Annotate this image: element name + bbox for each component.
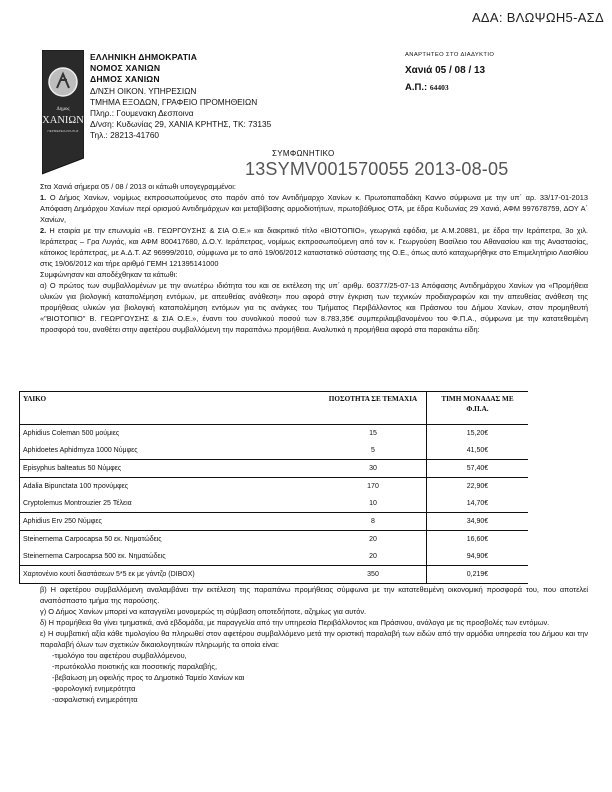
issuer-line: Τηλ.: 28213-41760 [90, 130, 160, 141]
clause-d: δ) Η προμήθεια θα γίνει τμηματικά, ανά εβδομάδα, με παραγγελία από την υπηρεσία Περιβάλλοντος και Πράσινου, ανάλογα με τις προσβολές των εντόμων. [40, 618, 550, 627]
party-1-number: 1. [40, 193, 47, 202]
item-qty: 8 [320, 513, 427, 531]
clause-c: γ) Ο Δήμος Χανίων μπορεί να καταγγείλει μονομερώς τη σύμβαση οποτεδήποτε, αζημίως για αυτόν. [40, 607, 367, 616]
header-item: ΥΛΙΚΟ [20, 392, 321, 425]
protocol-label: Α.Π.: [405, 82, 430, 93]
item-qty: 20 [320, 531, 427, 549]
clause-b: β) Η αφετέρου συμβαλλόμενη αναλαμβάνει την εκτέλεση της παραπάνω προμήθειας σύμφωνα με την κατατεθειμένη οικονομική προσφορά του, που αποτελεί αναπόσπαστο τμήμα της παρούσης. [40, 585, 588, 605]
item-price: 57,40€ [427, 460, 529, 478]
item-price: 22,90€ [427, 478, 529, 496]
item-qty: 5 [320, 442, 427, 460]
contract-body [40, 181, 588, 335]
item-name: Adalia Bipunctata 100 προνύμφες [20, 478, 321, 496]
table-row [20, 442, 529, 460]
item-price: 94,90€ [466, 553, 489, 560]
required-document: -πρωτόκολλο ποιοτικής και ποσοτικής παραλαβής, [52, 662, 218, 671]
issuer-line: ΕΛΛΗΝΙΚΗ ΔΗΜΟΚΡΑΤΙΑ [90, 52, 198, 62]
contract-terms [40, 584, 588, 705]
protocol-number [405, 82, 494, 93]
issuer-line: Δ/ΝΣΗ ΟΙΚΟΝ. ΥΠΗΡΕΣΙΩΝ [90, 85, 197, 96]
item-qty: 15 [320, 425, 427, 443]
item-price: 34,90€ [427, 513, 529, 531]
item-name: Steinernema Carpocapsa 500 εκ. Νηματώδεις [20, 548, 321, 566]
item-qty: 170 [320, 478, 427, 496]
item-name: Cryptolemus Montrouzier 25 Τέλεια [20, 495, 321, 513]
table-row [20, 531, 529, 549]
document-meta [405, 52, 494, 93]
item-price: 15,20€ [427, 425, 529, 443]
item-qty: 20 [320, 548, 427, 566]
logo-sub: ΠΕΡΙΦΕΡΕΙΑ ΚΡΗΤΗΣ [47, 129, 79, 133]
item-price: 16,60€ [427, 531, 529, 549]
issuer-line: ΤΜΗΜΑ ΕΞΟΔΩΝ, ΓΡΑΦΕΙΟ ΠΡΟΜΗΘΕΙΩΝ [90, 96, 258, 107]
registry-stamp: 13SYMV001570055 2013-08-05 [245, 159, 509, 179]
logo-name: ΧΑΝΙΩΝ [42, 115, 84, 126]
table-row [20, 425, 529, 443]
issuer-line: Δ/νση: Κυδωνίας 29, ΧΑΝΙΑ ΚΡΗΤΗΣ, ΤΚ: 73135 [90, 119, 272, 130]
table-row [20, 478, 529, 496]
issuer-line: Πληρ.: Γουμενακη Δεσποινα [90, 108, 194, 119]
ada-code: ΑΔΑ: ΒΛΩΨΩΗ5-ΑΣΔ [471, 10, 604, 25]
issuer-block [90, 52, 271, 142]
item-name: Episyphus balteatus 50 Νύμφες [20, 460, 321, 478]
item-name: Aphidoetes Aphidmyza 1000 Νύμφες [20, 442, 321, 460]
issuer-line: ΝΟΜΟΣ ΧΑΝΙΩΝ [90, 63, 161, 74]
table-row [20, 548, 529, 566]
party-2-text: Η εταιρία με την επωνυμία «Β. ΓΕΩΡΓΟΥΣΗΣ & ΣΙΑ Ο.Ε.» και διακριτικό τίτλο «ΒΙΟΤΟΠΙΟ», γεωργικά εφόδια, με Α.Μ.20881, με έδρα την Ιεράπετρα, 3ο χιλ. Ιεράπετρας – Γρα Λυγιάς, και ΑΦΜ 800417680, Δ.Ο.Υ. Ιεράπετρας, νομίμως εκπροσωπούμενη από τον κ. Γεωργούση Βασίλειο του Αθανασίου και της Αναστασίας, κάτοικος Ιεράπετρας, με Α.Δ.Τ. ΑΖ 96999/2010, σύμφωνα με το από 19/06/2012 καταστατικό σύστασης της Ο.Ε., όπως αυτό καταχωρήθηκε στο Επιμελητήριο Λασιθίου στις 19/06/2012 και τήρε αριθμό ΓΕΜΗ 121395141000 [40, 226, 588, 268]
document-date: Χανιά 05 / 08 / 13 [405, 65, 486, 76]
item-qty: 30 [320, 460, 427, 478]
logo-top-text: Δημος [56, 107, 70, 112]
item-name: Steinernema Carpocapsa 50 εκ. Νηματώδεις [20, 531, 321, 549]
header-quantity: ΠΟΣΟΤΗΤΑ ΣΕ ΤΕΜΑΧΙΑ [320, 392, 427, 425]
posting-note: ΑΝΑΡΤΗΤΕΟ ΣΤΟ ΔΙΑΔΥΚΤΙΟ [405, 52, 495, 58]
item-price: 0,219€ [427, 566, 529, 584]
intro: Στα Χανιά σήμερα 05 / 08 / 2013 οι κάτωθι υπογεγραμμένοι: [40, 182, 236, 191]
item-name: Aphidius Erv 250 Νύμφες [20, 513, 321, 531]
table-row [20, 513, 529, 531]
clause-e: ε) Η συμβατική αξία κάθε τιμολογίου θα πληρωθεί στον αφετέρου συμβαλλόμενο μετά την οριστική παραλαβή των ειδών από την αρμόδια υπηρεσία του Δήμου και την παραλαβή όλων των σχετικών δικαιολογητικών πληρωμής τα οποία είναι: [40, 629, 588, 649]
item-qty: 10 [320, 495, 427, 513]
required-document: -βεβαίωση μη οφειλής προς το Δημοτικό Ταμείο Χανίων και [52, 673, 245, 682]
item-price: 41,50€ [466, 447, 489, 454]
required-document: -φορολογική ενημερότητα [52, 684, 136, 693]
table-row [20, 460, 529, 478]
table-row [20, 566, 529, 584]
party-1-text: Ο Δήμος Χανίων, νομίμως εκπροσωπούμενος στο παρόν από τον Αντιδήμαρχο Χανίων κ. Πρωτοπαπαδάκη Καννο σύμφωνα με την υπ΄ αρ. 33/17-01-2013 Απόφαση Δημάρχου Χανίων περί ορισμού Αντιδημάρχων και μεταβίβασης αρμοδιοτήτων, πρωτοβάθμιος ΟΤΑ, με έδρα Κυδωνίας 29 Χανιά, ΑΦΜ 997678759, ΔΟΥ Α΄ Χανίων, [40, 193, 588, 224]
protocol-value: 64403 [429, 83, 449, 92]
party-1 [40, 192, 588, 225]
table-row [20, 495, 529, 513]
table-header-row [20, 392, 529, 425]
municipality-logo [42, 50, 84, 180]
item-price: 14,70€ [466, 500, 489, 507]
issuer-line: ΔΗΜΟΣ ΧΑΝΙΩΝ [90, 74, 160, 85]
items-table [19, 391, 528, 584]
item-name: Χαρτονένιο κουτί διαστάσεων 5*5 εκ με γάντζο (DIBOX) [20, 566, 321, 584]
party-2 [40, 225, 588, 269]
header-unit-price: ΤΙΜΗ ΜΟΝΑΔΑΣ ΜΕ Φ.Π.Α. [427, 392, 529, 425]
clause-a: α) Ο πρώτος των συμβαλλομένων με την ανωτέρω ιδιότητα του και σε εκτέλεση της υπ΄ αριθμ. 60377/25-07-13 Απόφασης Αντιδημάρχου Χανίων για «Προμήθεια υλικών για βιολογική καταπολέμηση εντόμων, με απευθείας ανάθεση» που αφορά στην έγκριση των τεχνικών προδιαγραφών και την απευθείας ανάθεση της προμήθειας υλικών για βιολογική καταπολέμηση εντόμων για τις ανάγκες του Τμήματος Περιβάλλοντος και Πράσινου του Δήμου Χανίων, στον προμηθευτή «"ΒΙΟΤΟΠΙΟ" Β. ΓΕΩΡΓΟΥΣΗΣ & ΣΙΑ Ο.Ε.», έναντι του συνολικού ποσού των 8.783,35€ συμπεριλαμβανομένου του Φ.Π.Α., σύμφωνα με την κατατεθειμένη προσφορά του, αναθέτει στην αφετέρου συμβαλλόμενη την παραπάνω προμήθεια. Αναλυτικά η προμήθεια αφορά στα παρακάτω είδη: [40, 281, 588, 334]
item-name: Aphidius Coleman 500 μούμιες [20, 425, 321, 443]
agreed: Συμφώνησαν και αποδέχθηκαν τα κάτωθι: [40, 270, 178, 279]
required-document: -τιμολόγιο του αφετέρου συμβαλλόμενου, [52, 651, 187, 660]
party-2-number: 2. [40, 226, 47, 235]
required-document: -ασφαλιστική ενημερότητα [52, 695, 138, 704]
document-title: ΣΥΜΦΩΝΗΤΙΚΟ [272, 149, 335, 158]
item-qty: 350 [320, 566, 427, 584]
